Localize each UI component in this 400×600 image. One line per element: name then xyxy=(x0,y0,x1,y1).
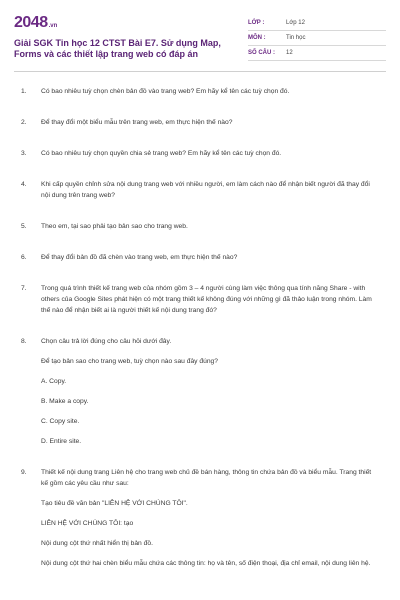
question-number: 4. xyxy=(21,181,27,188)
question-8 xyxy=(14,336,386,447)
question-text: Có bao nhiêu tuỳ chọn chèn bản đồ vào trang web? Em hãy kể tên các tuỳ chọn đó. xyxy=(41,88,290,95)
logo-text: 2048 xyxy=(14,14,48,31)
question-3 xyxy=(14,148,386,159)
meta-label: MÔN : xyxy=(248,35,266,41)
meta-label: LỚP : xyxy=(248,20,265,26)
question-number: 9. xyxy=(21,469,27,476)
question-text: Để thay đổi bản đồ đã chèn vào trang web, em thực hiện thế nào? xyxy=(41,254,238,261)
meta-row-subject xyxy=(248,31,386,46)
question-list xyxy=(14,86,386,569)
question-text: Theo em, tại sao phải tạo bản sao cho trang web. xyxy=(41,223,188,230)
question-body xyxy=(39,467,386,569)
requirement-line: Tạo tiêu đề văn bản "LIÊN HỆ VỚI CHÚNG TÔI". xyxy=(41,500,188,507)
answer-option-a: A. Copy. xyxy=(41,378,67,385)
question-1 xyxy=(14,86,386,97)
answer-option-c: C. Copy site. xyxy=(41,418,80,425)
question-7 xyxy=(14,283,386,316)
requirement-line: LIÊN HỆ VỚI CHÚNG TÔI: tạo xyxy=(41,520,134,527)
meta-label: SỐ CÂU : xyxy=(248,50,275,56)
question-number: 7. xyxy=(21,285,27,292)
question-text: Thiết kế nội dung trang Liên hệ cho trang web chủ đề bán hàng, thông tin chứa bản đồ và biểu mẫu. Trang thiết kế gồm các yêu cầu như sau: xyxy=(41,469,372,487)
question-2 xyxy=(14,117,386,128)
question-text: Khi cấp quyền chỉnh sửa nội dung trang web với nhiều người, em làm cách nào để nhận biết người đã thay đổi nội dung trên trang web? xyxy=(41,181,370,199)
question-number: 5. xyxy=(21,223,27,230)
question-text: Chọn câu trả lời đúng cho câu hỏi dưới đây. xyxy=(41,338,172,345)
question-number: 3. xyxy=(21,150,27,157)
meta-row-count xyxy=(248,46,386,61)
header-divider xyxy=(14,71,386,72)
question-text: Có bao nhiêu tuỳ chọn quyền chia sẻ trang web? Em hãy kể tên các tuỳ chọn đó. xyxy=(41,150,282,157)
document-header xyxy=(14,14,386,61)
meta-table xyxy=(248,16,386,61)
question-number: 8. xyxy=(21,338,27,345)
question-6 xyxy=(14,252,386,263)
question-4 xyxy=(14,179,386,201)
logo-domain: .vn xyxy=(48,23,58,29)
question-5 xyxy=(14,221,386,232)
document-title: Giải SGK Tin học 12 CTST Bài E7. Sử dụng Map, Forms và các thiết lập trang web có đáp án xyxy=(14,38,221,59)
question-9 xyxy=(14,467,386,569)
question-text: Để thay đổi một biểu mẫu trên trang web, em thực hiện thế nào? xyxy=(41,119,233,126)
question-body xyxy=(39,336,386,447)
site-logo[interactable] xyxy=(14,14,234,32)
requirement-line: Nội dung cột thứ hai chèn biểu mẫu chứa các thông tin: họ và tên, số điện thoại, địa chỉ email, nội dung liên hệ. xyxy=(41,560,371,567)
question-subtext: Để tạo bản sao cho trang web, tuỳ chọn nào sau đây đúng? xyxy=(41,358,218,365)
brand-block xyxy=(14,14,234,60)
answer-option-b: B. Make a copy. xyxy=(41,398,89,405)
answer-option-d: D. Entire site. xyxy=(41,438,82,445)
meta-row-class xyxy=(248,16,386,31)
meta-value: Lớp 12 xyxy=(286,20,305,26)
question-number: 6. xyxy=(21,254,27,261)
requirement-line: Nội dung cột thứ nhất hiển thị bản đồ. xyxy=(41,540,153,547)
question-number: 1. xyxy=(21,88,27,95)
meta-value: 12 xyxy=(286,50,293,56)
meta-value: Tin học xyxy=(286,35,306,41)
question-text: Trong quá trình thiết kế trang web của nhóm gồm 3 – 4 người cùng làm việc thông qua tính năng Share - with others của Google Sites phát hiện có một trang thiết kế không đúng với những gì đã thảo luận trong nhóm. Làm thế nào để nhận biết ai là người thiết kế nội dung trang đó? xyxy=(41,285,372,314)
question-number: 2. xyxy=(21,119,27,126)
